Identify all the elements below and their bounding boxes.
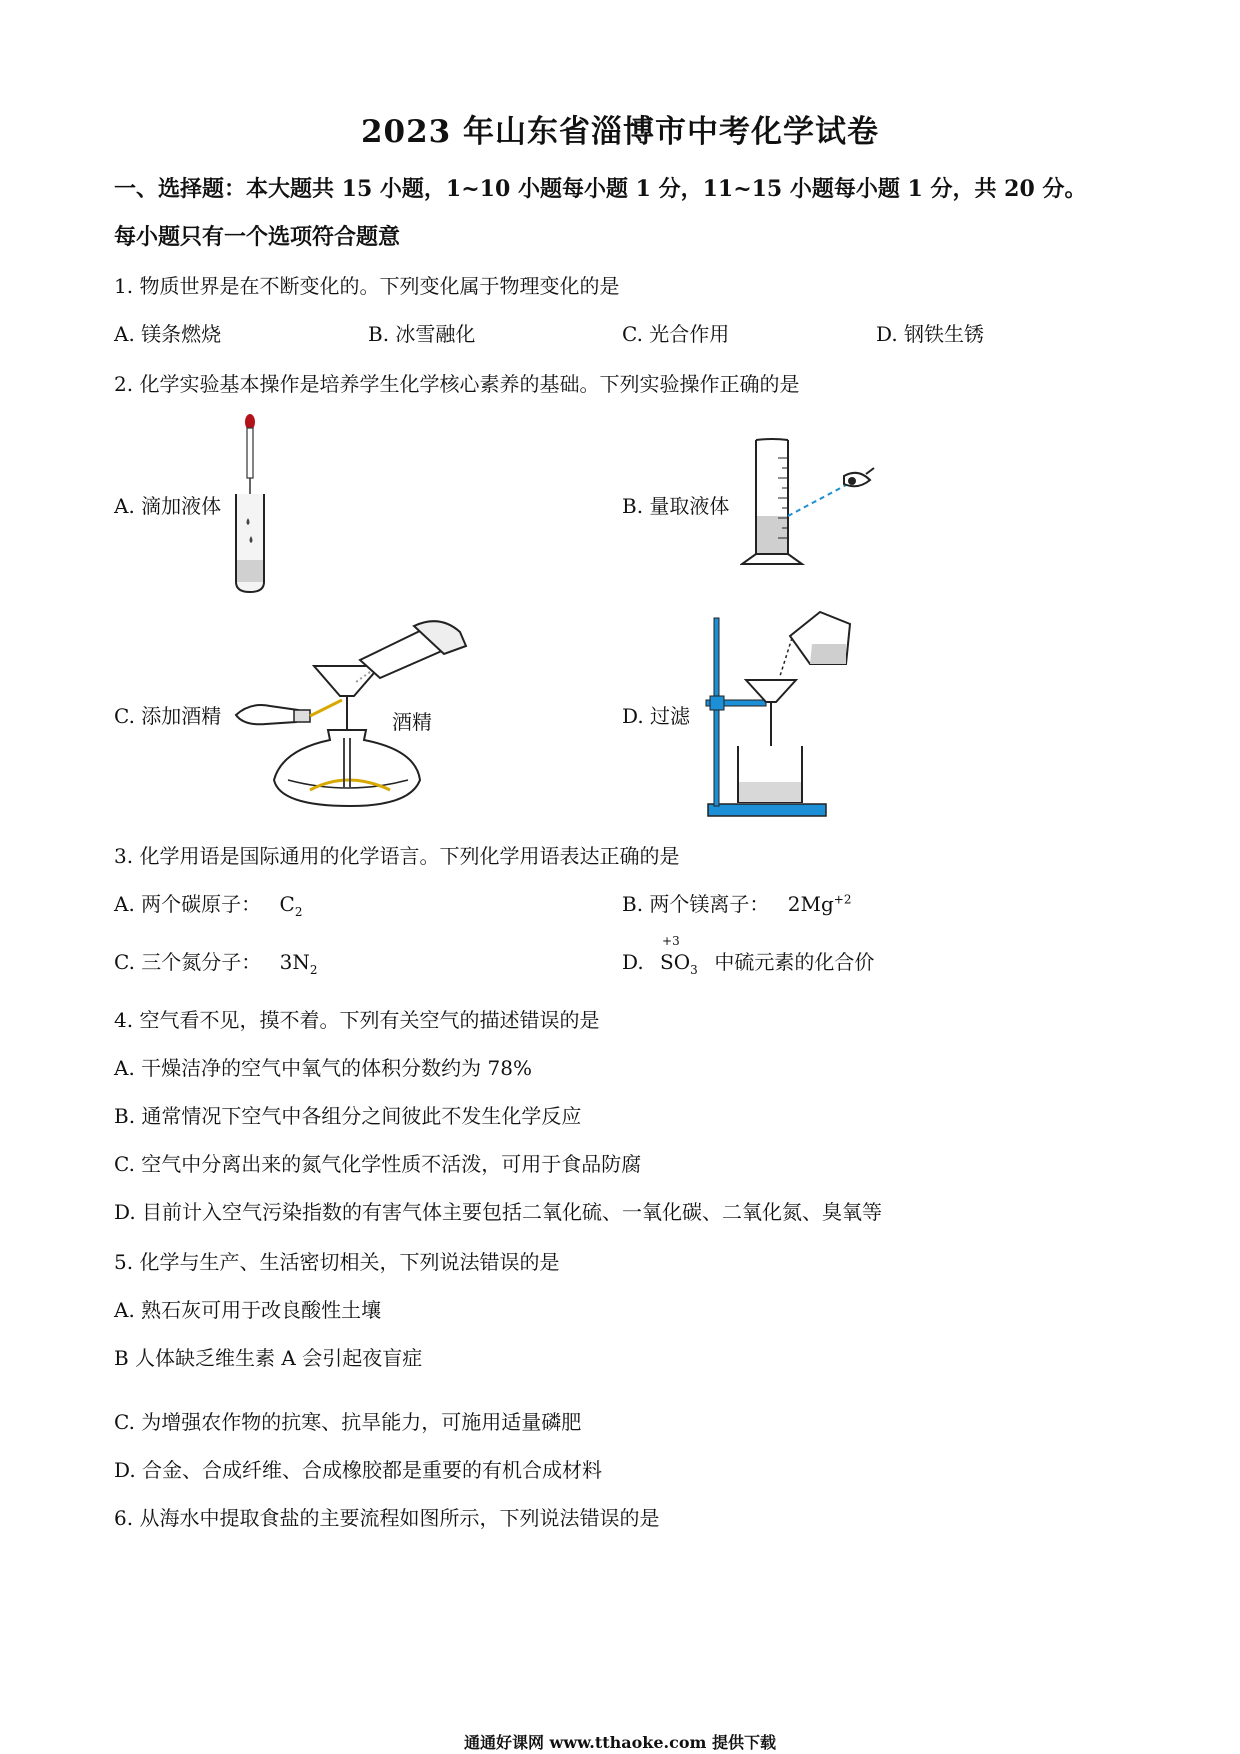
- question-4-option-d: D. 目前计入空气污染指数的有害气体主要包括二氧化硫、一氧化碳、二氧化氮、臭氧等: [114, 1200, 883, 1224]
- question-3-option-c-label: C. 三个氮分子：: [114, 950, 262, 974]
- download-footer[interactable]: 通通好课网 www.tthaoke.com 提供下载: [463, 1733, 777, 1752]
- question-3-option-d-text: 中硫元素的化合价: [714, 950, 875, 974]
- question-3-option-b-formula: $2Mg^{+2}$: [787, 892, 852, 916]
- question-3-option-d: [622, 934, 875, 977]
- question-6-stem: 6. 从海水中提取食盐的主要流程如图所示，下列说法错误的是: [114, 1506, 660, 1530]
- question-3-option-b-label: B. 两个镁离子：: [622, 892, 770, 916]
- question-2-option-d: D. 过滤: [622, 704, 691, 728]
- question-2-stem: 2. 化学实验基本操作是培养学生化学核心素养的基础。下列实验操作正确的是: [114, 372, 800, 396]
- page-title: 2023 年山东省淄博市中考化学试卷: [360, 114, 880, 150]
- dropper-test-tube-figure: [230, 410, 270, 595]
- question-2-option-c: C. 添加酒精: [114, 704, 222, 728]
- question-1-stem: 1. 物质世界是在不断变化的。下列变化属于物理变化的是: [114, 274, 620, 298]
- question-5-option-b: B 人体缺乏维生素 A 会引起夜盲症: [114, 1346, 423, 1370]
- question-4-stem: 4. 空气看不见，摸不着。下列有关空气的描述错误的是: [114, 1008, 600, 1032]
- question-3-option-a: [114, 888, 302, 919]
- alcohol-label: 酒精: [392, 710, 432, 734]
- question-3-option-c: [114, 946, 318, 977]
- question-1-option-c: C. 光合作用: [622, 322, 730, 346]
- graduated-cylinder-figure: [740, 438, 880, 568]
- question-3-option-b: [622, 888, 852, 917]
- question-2-option-b: B. 量取液体: [622, 494, 730, 518]
- question-1-option-b: B. 冰雪融化: [368, 322, 476, 346]
- section-heading-continued: 每小题只有一个选项符合题意: [114, 224, 401, 250]
- question-3-stem: 3. 化学用语是国际通用的化学语言。下列化学用语表达正确的是: [114, 844, 680, 868]
- filtration-setup-figure: [700, 604, 860, 822]
- question-3-option-c-formula: $3N_2$: [279, 950, 318, 977]
- question-3-option-a-label: A. 两个碳原子：: [114, 892, 262, 916]
- alcohol-lamp-figure: [230, 620, 470, 810]
- question-3-option-d-label: D.: [622, 950, 644, 974]
- question-4-option-c: C. 空气中分离出来的氮气化学性质不活泼，可用于食品防腐: [114, 1152, 642, 1176]
- question-1-option-d: D. 钢铁生锈: [876, 322, 985, 346]
- question-1-option-a: A. 镁条燃烧: [114, 322, 222, 346]
- question-5-stem: 5. 化学与生产、生活密切相关，下列说法错误的是: [114, 1250, 560, 1274]
- question-5-option-a: A. 熟石灰可用于改良酸性土壤: [114, 1298, 382, 1322]
- question-5-option-d: D. 合金、合成纤维、合成橡胶都是重要的有机合成材料: [114, 1458, 603, 1482]
- sulfur-trioxide-formula: +3 $SO_3$: [660, 934, 698, 977]
- section-heading: 一、选择题：本大题共 15 小题，1~10 小题每小题 1 分，11~15 小题每小题 1 分，共 20 分。: [114, 176, 1087, 202]
- question-2-option-a: A. 滴加液体: [114, 494, 222, 518]
- question-4-option-a: A. 干燥洁净的空气中氧气的体积分数约为 78%: [114, 1056, 532, 1080]
- question-5-option-c: C. 为增强农作物的抗寒、抗旱能力，可施用适量磷肥: [114, 1410, 582, 1434]
- question-4-option-b: B. 通常情况下空气中各组分之间彼此不发生化学反应: [114, 1104, 582, 1128]
- question-3-option-a-formula: $C_2$: [279, 892, 303, 919]
- sulfur-valence-mark: +3: [662, 934, 680, 948]
